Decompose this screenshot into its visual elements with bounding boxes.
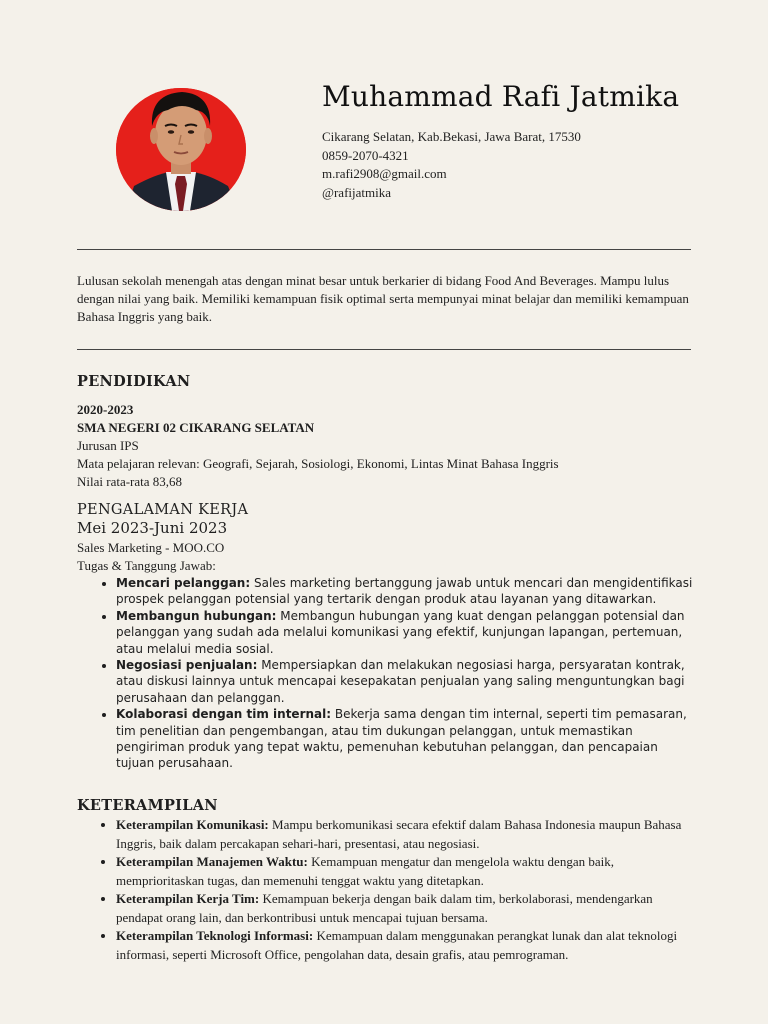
experience-duties-list bbox=[77, 575, 697, 772]
education-section bbox=[77, 373, 697, 491]
skills-section bbox=[77, 797, 697, 964]
skills-title: KETERAMPILAN bbox=[77, 797, 218, 814]
list-item bbox=[116, 927, 697, 964]
skill-text: Kemampuan dalam menggunakan perangkat lunak dan alat teknologi informasi, seperti Microsoft Office, pengolahan data, desain grafis, atau pemrograman. bbox=[116, 928, 678, 962]
skill-text: Kemampuan mengatur dan mengelola waktu dengan baik, memprioritaskan tugas, dan memenuhi tenggat waktu yang ditetapkan. bbox=[116, 854, 614, 888]
education-title: PENDIDIKAN bbox=[77, 373, 191, 390]
experience-section bbox=[77, 502, 697, 772]
experience-period: Mei 2023-Juni 2023 bbox=[77, 519, 228, 537]
education-grade: Nilai rata-rata 83,68 bbox=[77, 474, 183, 489]
duty-text: Sales marketing bertanggung jawab untuk mencari dan mengidentifikasi prospek pelanggan potensial yang tertarik dengan produk atau layanan yang ditawarkan. bbox=[116, 576, 693, 607]
skill-text: Kemampuan bekerja dengan baik dalam tim, berkolaborasi, mendengarkan pendapat orang lain, dan berkontribusi untuk mencapai tujuan bersama. bbox=[116, 891, 653, 925]
skill-text: Mampu berkomunikasi secara efektif dalam Bahasa Indonesia maupun Bahasa Inggris, baik dalam percakapan sehari-hari, presentasi, atau negosiasi. bbox=[116, 817, 682, 851]
address-text: Cikarang Selatan, Kab.Bekasi, Jawa Barat, 17530 bbox=[322, 129, 581, 144]
experience-duties-label: Tugas & Tanggung Jawab: bbox=[77, 558, 216, 573]
contact-info bbox=[322, 128, 581, 202]
skill-term: Keterampilan Teknologi Informasi: bbox=[116, 928, 314, 943]
skill-term: Keterampilan Manajemen Waktu: bbox=[116, 854, 308, 869]
list-item bbox=[116, 890, 697, 927]
experience-title: PENGALAMAN KERJA bbox=[77, 502, 249, 518]
list-item bbox=[116, 816, 697, 853]
duty-term: Mencari pelanggan: bbox=[116, 576, 251, 590]
skill-term: Keterampilan Komunikasi: bbox=[116, 817, 269, 832]
education-school: SMA NEGERI 02 CIKARANG SELATAN bbox=[77, 420, 315, 435]
duty-term: Kolaborasi dengan tim internal: bbox=[116, 707, 332, 722]
duty-term: Membangun hubungan: bbox=[116, 608, 277, 623]
list-item bbox=[116, 575, 697, 608]
duty-text: Bekerja sama dengan tim internal, seperti tim pemasaran, tim penelitian dan pengembangan, atau tim dukungan pelanggan, untuk memastikan pengiriman produk yang tepat waktu, pemenuhan kebutuhan pelanggan, dan pencapaian tujuan perusahaan. bbox=[116, 707, 687, 771]
skills-list bbox=[77, 816, 697, 964]
phone-text: 0859-2070-4321 bbox=[322, 147, 409, 163]
list-item bbox=[116, 608, 697, 657]
education-major: Jurusan IPS bbox=[77, 438, 139, 453]
education-period: 2020-2023 bbox=[77, 402, 134, 417]
social-handle-text: @rafijatmika bbox=[322, 184, 391, 200]
duty-term: Negosiasi penjualan: bbox=[116, 658, 258, 673]
education-subjects: Mata pelajaran relevan: Geografi, Sejarah, Sosiologi, Ekonomi, Lintas Minat Bahasa Inggris bbox=[77, 456, 559, 471]
list-item bbox=[116, 706, 697, 772]
skill-term: Keterampilan Kerja Tim: bbox=[116, 891, 260, 906]
duty-text: Mempersiapkan dan melakukan negosiasi harga, persyaratan kontrak, atau diskusi lainnya untuk mencapai kesepakatan penjualan yang saling menguntungkan bagi perusahaan dan pelanggan. bbox=[116, 658, 685, 705]
list-item bbox=[116, 853, 697, 890]
divider-bottom bbox=[77, 349, 691, 350]
divider-top bbox=[77, 249, 691, 250]
duty-text: Membangun hubungan yang kuat dengan pelanggan potensial dan pelanggan yang sudah ada melalui komunikasi yang efektif, kunjungan lapangan, pertemuan, atau melalui media sosial. bbox=[116, 608, 685, 656]
profile-photo bbox=[116, 88, 246, 211]
list-item bbox=[116, 657, 697, 706]
experience-role: Sales Marketing - MOO.CO bbox=[77, 540, 225, 555]
email-text: m.rafi2908@gmail.com bbox=[322, 166, 447, 181]
profile-summary: Lulusan sekolah menengah atas dengan minat besar untuk berkarier di bidang Food And Beverages. Mampu lulus dengan nilai yang baik. Memiliki kemampuan fisik optimal serta mempunyai minat belajar dan memiliki kemampuan Bahasa Inggris yang baik. bbox=[77, 273, 689, 324]
profile-photo-illustration bbox=[116, 88, 246, 211]
candidate-name: Muhammad Rafi Jatmika bbox=[322, 80, 680, 113]
